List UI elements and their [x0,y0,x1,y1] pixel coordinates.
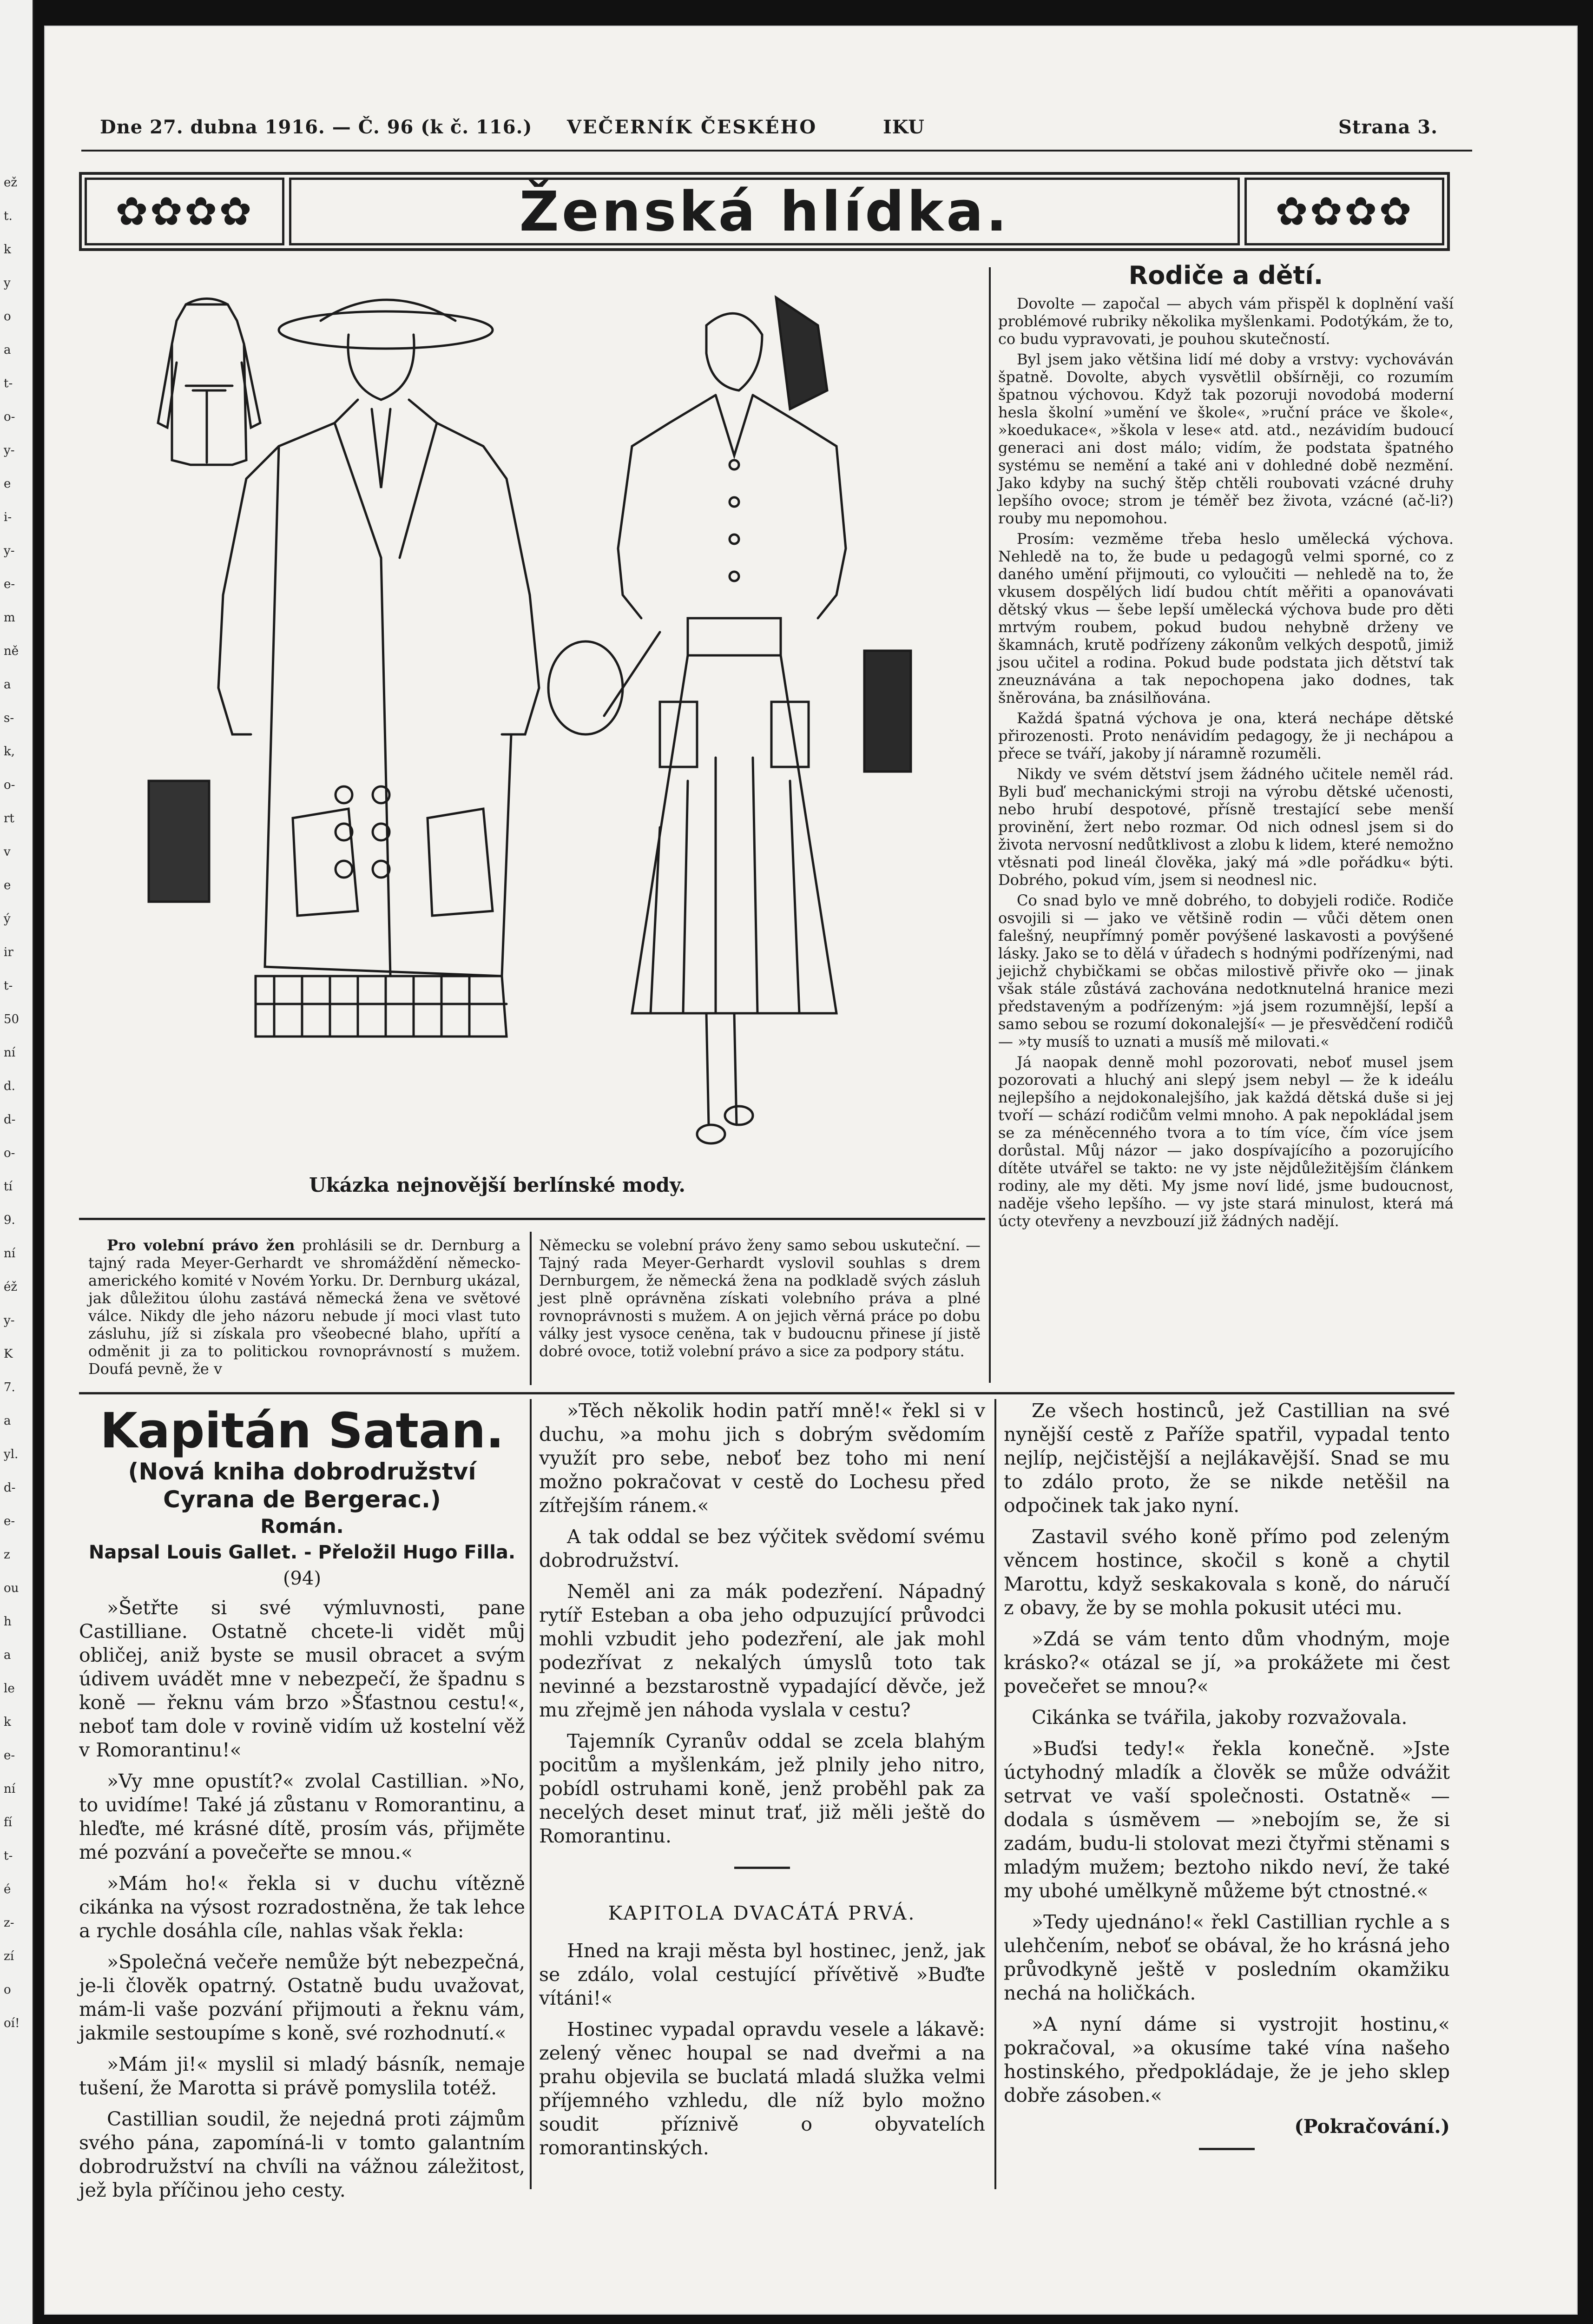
article-text: prohlásili se dr. Dernburg a tajný rada Meyer-Gerhardt ve shromáždění německo-amerického komité v Novém Yorku. Dr. Dernburg ukázal, jak důležitou úlohu zastává německá žena ve světové válce. Nikdy dle jeho názoru nebude jí moci vlast tuto zásluhu, jíž si získala pro všeobecné blaho, upřítí a odměnit ji za to politickou rovnoprávností s mužem. Doufá pevně, že v [88,1236,521,1378]
adjacent-page-fragment: t- [4,1849,13,1863]
banner-ornament-right [1244,178,1444,245]
column-divider [989,267,991,1383]
adjacent-page-fragment: d- [4,1113,16,1127]
adjacent-page-fragment: m [4,611,15,625]
adjacent-page-fragment: k, [4,745,15,759]
header-rule [81,150,1472,152]
section-rule [79,1218,985,1220]
paragraph: »Mám ji!« myslil si mladý básník, nemaje tušení, že Marotta si právě pomyslila totéž. [79,2053,525,2099]
adjacent-page-fragment: ně [4,644,19,658]
feuilleton-author: Napsal Louis Gallet. - Přeložil Hugo Filla. [88,1542,516,1563]
adjacent-page-fragment: s- [4,711,14,725]
paragraph: Neměl ani za mák podezření. Nápadný rytíř Esteban a oba jeho odpuzující průvodci mohli vzbudit jeho podezření, ale jak mohl podezřívat z nekalých úmyslů toto tak nevinné a bezstarostně vypadající děvče, jež mu zřejmě jen náhoda vyslala v cestu? [539,1580,985,1721]
adjacent-page-fragment: 9. [4,1213,15,1227]
adjacent-page-fragment: fí [4,1816,12,1829]
adjacent-page-fragment: h [4,1615,12,1629]
adjacent-page-fragment: ní [4,1247,16,1261]
adjacent-page-fragment: k [4,1715,11,1729]
adjacent-page-fragment: o- [4,1146,15,1160]
section-banner [79,172,1450,251]
paragraph: Tajemník Cyranův oddal se zcela blahým pocitům a myšlenkám, jež plnily jeho nitro, pobídl ostruhami koně, jenž proběhl pak za necelých deset minut trať, již měli ještě do Romorantinu. [539,1730,985,1847]
adjacent-page-fragment: a [4,1648,11,1662]
adjacent-page-fragment: e- [4,1514,15,1528]
adjacent-page-fragment: z- [4,1916,14,1930]
feuilleton-title: Kapitán Satan. [100,1402,504,1459]
paragraph: »Tedy ujednáno!« řekl Castillian rychle a s ulehčením, neboť se obával, že ho krásná jeho průvodkyně ještě v posledním okamžiku nechá na holičkách. [1004,1911,1450,2004]
adjacent-page-fragment: e [4,878,11,892]
adjacent-page-fragment: 50 [4,1012,20,1026]
section-separator [734,1867,790,1869]
article-volebni-left [88,1236,520,1380]
feuilleton-genre: Román. [260,1515,344,1538]
article-lead: Pro volební právo žen [107,1236,295,1254]
column-divider [530,1232,532,1385]
adjacent-page-fragment: ní [4,1046,16,1060]
fashion-illustration [139,270,920,1162]
section-title: Ženská hlídka. [519,179,1010,244]
paragraph: Byl jsem jako většina lidí mé doby a vrstvy: vychováván špatně. Dovolte, abych vysvětlil obšírněji, co rozumím špatnou výchovou. Když tak pozoruji novodobá moderní hesla školní »umění ve škole«, »ruční práce ve škole«, »koedukace«, »škola v lese« atd. atd., nezávidím budoucí generaci ani dost málo; vidím, že podstata špatného systému se nemění a také ani v dohledné době nezmění. Jako kdyby na suchý štěp chtěli roubovati vzácné druhy lepšího ovoce; strom je téměř bez života, vzácné (ač-li?) rouby mu nepomohou. [998,350,1454,527]
article-volebni-right [539,1236,981,1363]
adjacent-page-fragment: k [4,243,11,257]
paragraph: Nikdy ve svém dětství jsem žádného učitele neměl rád. Byli buď mechanickými stroji na výrobu dětské učenosti, nebo hrubí despotové, přísně trestající sebe menší provinění, žert nebo rozmar. Od nich odnesl jsem si do života nervosní nedůtklivost a zlobu k lidem, které nemožno vtěsnati pod lineál člověka, jaký má »dle pořádku« býti. Dobrého, pokud vím, jsem si neodnesl nic. [998,765,1454,889]
paragraph: A tak oddal se bez výčitek svědomí svému dobrodružství. [539,1525,985,1571]
adjacent-page-fragment: oí! [4,2016,20,2030]
adjacent-page-fragment: a [4,343,11,357]
adjacent-page-fragment: tí [4,1180,13,1194]
adjacent-page-fragment: yl. [4,1447,19,1461]
header-date: Dne 27. dubna 1916. — Č. 96 (k č. 116.) [100,116,533,138]
paragraph: »Společná večeře nemůže být nebezpečná, je-li člověk opatrný. Ostatně budu uvažovat, mám-li vaše pozvání přijmouti a řeknu vám, jakmile sestoupíme s koně, své rozhodnutí.« [79,1951,525,2044]
adjacent-page-fragment: t- [4,376,13,390]
feuilleton-number: (94) [283,1568,322,1589]
adjacent-page-strip [0,0,34,2324]
adjacent-page-fragment: o- [4,778,15,792]
paragraph: Dovolte — započal — abych vám přispěl k doplnění vaší problémové rubriky několika myšlenkami. Podotýkám, že to, co budu vypravovati, je pouhou skutečností. [998,295,1454,348]
feuilleton-column-3 [1004,1399,1450,2159]
adjacent-page-fragment: ní [4,1782,16,1796]
adjacent-page-fragment: y- [4,443,15,457]
adjacent-page-fragment: a [4,1414,11,1428]
flower-ornament-icon: ✿✿✿✿ [1275,189,1414,234]
header-paper-name: VEČERNÍK ČESKÉHO [567,116,817,138]
adjacent-page-fragment: t- [4,979,13,993]
adjacent-page-fragment: ý [4,912,11,926]
banner-ornament-left [85,178,284,245]
article-text: Německu se volební právo ženy samo sebou uskuteční. — Tajný rada Meyer-Gerhardt vyslovil souhlas s drem Dernburgem, že německá žena na podkladě svých zásluh jest plně oprávněna získati volebního práva a plné rovnoprávnosti s mužem. A on jejich věrná práce po dobu války jest vysoce ceněna, tak v budoucnu přinese jí jistě dobré ovoce, totiž volební právo a sice za podpory státu. [539,1236,981,1360]
adjacent-page-fragment: y [4,276,11,290]
paragraph: »Šetřte si své výmluvnosti, pane Castilliane. Ostatně chcete-li vidět můj obličej, aniž byste se musil obracet a svým údivem uvádět mne v nebezpečí, že špadnu s koně — řeknu vám brzo »Šťastnou cestu!«, neboť tam dole v rovině vidím už kostelní věž v Romorantinu!« [79,1597,525,1761]
feuilleton-column-2 [539,1399,985,2167]
column-divider [994,1399,996,2189]
adjacent-page-fragment: z [4,1548,10,1562]
paragraph: Zastavil svého koně přímo pod zeleným věncem hostince, skočil s koně a chytil Marottu, když seskakovala s koně, do náručí z obavy, že by se mohla pokusit utéci mu. [1004,1525,1450,1619]
adjacent-page-fragment: a [4,678,11,692]
adjacent-page-fragment: rt [4,812,14,825]
paragraph: »A nyní dáme si vystrojit hostinu,« pokračoval, »a okusíme také vína našeho hostinského, předpokládaje, že je jeho sklep dobře zásoben.« [1004,2013,1450,2106]
illustration-caption: Ukázka nejnovější berlínské mody. [309,1174,686,1196]
adjacent-page-fragment: v [4,845,11,859]
continued-note: (Pokračování.) [1294,2115,1450,2138]
paragraph: Já naopak denně mohl pozorovati, neboť musel jsem pozorovati a hluchý ani slepý jsem nebyl — že k ideálu nejlepšího a nejdokonalejšího, jak každá dětská duše si jej tvoří — schází rodičům velmi mnoho. A pak nepokládal jsem se za méněcenného tvora a to tím více, čím více jsem dorůstal. Můj názor — jako dospívajícího a pozorujícího dítěte utvářel se takto: ne vy jste nějdůležitějším článkem rodiny, ale my děti. My jsme noví lidé, jsme budoucnost, naděje všeho lepšího. — vy jste stará minulost, která má úcty otevřeny a nevzbouzí již žádných nadějí. [998,1053,1454,1230]
article-rodice [998,260,1454,1233]
paragraph: »Buďsi tedy!« řekla konečně. »Jste úctyhodný mladík a člověk se může odvážit setrvat ve vaší společnosti. Ostatně« — dodala s úsměvem — »nebojím se, že si zadám, budu-li stolovat mezi čtyřmi stěnami s mladým mužem; beztoho nikdo neví, že také my ubohé umělkyně můžeme být ctnostné.« [1004,1737,1450,1902]
adjacent-page-fragment: y- [4,544,15,558]
paragraph: »Vy mne opustít?« zvolal Castillian. »No, to uvidíme! Také já zůstanu v Romorantinu, a hleďte, mé krásné dítě, prosím vás, přijměte mé pozvání a povečeřte se mnou.« [79,1770,525,1863]
column-divider [530,1399,532,2189]
paragraph: Hned na kraji města byl hostinec, jenž, jak se zdálo, volal cestující přívětivě »Buďte vítáni!« [539,1940,985,2009]
adjacent-page-fragment: éž [4,1280,18,1294]
adjacent-page-fragment: o [4,310,11,324]
adjacent-page-fragment: zí [4,1949,14,1963]
section-rule [79,1392,1455,1394]
header-paper-name-tail: IKU [883,116,925,138]
flower-ornament-icon: ✿✿✿✿ [115,189,254,234]
adjacent-page-fragment: o [4,1983,11,1997]
adjacent-page-fragment: e [4,477,11,491]
paragraph: Co snad bylo ve mně dobrého, to dobyjeli rodiče. Rodiče osvojili si — jako ve většině rodin — vůči dětem onen falešný, neupřímný poměr povýšené laskavosti a povýšené lásky. Jako se to dělá v úřadech s hodnými podřízenými, nad jejichž chybičkami se občas milostivě přivře oko — jinak však stále zůstává zachována nedotknutelná hranice mezi představeným a podřízeným: »já jsem rozumnější, lepší a samo sebou se rozumí dokonalejší« — je přesvědčení rodičů — »ty musíš to uznati a musíš mě milovati.« [998,891,1454,1050]
banner-title-box [289,178,1240,245]
adjacent-page-fragment: 7. [4,1380,15,1394]
adjacent-page-fragment: le [4,1682,15,1696]
chapter-heading: KAPITOLA DVACÁTÁ PRVÁ. [608,1902,916,1924]
adjacent-page-fragment: o- [4,410,15,424]
adjacent-page-fragment: e- [4,1749,15,1763]
adjacent-page-fragment: ir [4,945,13,959]
paragraph: »Těch několik hodin patří mně!« řekl si v duchu, »a mohu jich s dobrým svědomím využít pro sebe, neboť bez toho mi není možno pokračovat v cestě do Lochesu před zítřejším ránem.« [539,1400,985,1517]
paragraph: Ze všech hostinců, jež Castillian na své nynější cestě z Paříže spatřil, vypadal tento nejlíp, nejčistější a nejlákavější. Snad se mu to zdálo proto, že se nikde netěšil na odpočinek tak jako nyní. [1004,1400,1450,1517]
section-separator [1199,2148,1255,2150]
paragraph: »Zdá se vám tento dům vhodným, moje krásko?« otázal se jí, »a prokážete mi čest povečeřet se mnou?« [1004,1628,1450,1697]
adjacent-page-fragment: d. [4,1079,15,1093]
paragraph: Cikánka se tvářila, jakoby rozvažovala. [1032,1706,1408,1729]
header-page-number: Strana 3. [1338,116,1438,138]
woman-in-dress [548,297,911,1143]
adjacent-page-fragment: i- [4,510,12,524]
adjacent-page-fragment: ou [4,1581,19,1595]
adjacent-page-fragment: é [4,1882,11,1896]
article-title: Rodiče a dětí. [1128,261,1323,290]
feuilleton-column-1 [79,1404,525,2210]
adjacent-page-fragment: K [4,1347,13,1361]
adjacent-page-fragment: t. [4,209,13,223]
paragraph: Každá špatná výchova je ona, která nechápe dětské přirozenosti. Proto nenávidím pedagogy, že ji nechápou a přece se tváří, jakoby jí náramně rozuměli. [998,709,1454,762]
adjacent-page-fragment: e- [4,577,15,591]
adjacent-page-fragment: y- [4,1314,15,1327]
paragraph: Castillian soudil, že nejedná proti zájmům svého pána, zapomíná-li v tomto galantním dobrodružství na chvíli na vážnou záležitost, jež byla příčinou jeho cesty. [79,2108,525,2201]
feuilleton-subtitle: (Nová kniha dobrodružství Cyrana de Bergerac.) [128,1458,476,1513]
coat-back-sketch [158,299,260,465]
paragraph: »Mám ho!« řekla si v duchu vítězně cikánka na výsost rozradostněna, že tak lehce a rychle dosáhla cíle, nahlas však řekla: [79,1872,525,1942]
adjacent-page-fragment: ež [4,176,18,190]
adjacent-page-fragment: d- [4,1481,16,1495]
paragraph: Hostinec vypadal opravdu vesele a lákavě: zelený věnec houpal se nad dveřmi a na prahu objevila se buclatá mladá služka velmi příjemného vzhledu, dle níž bylo možno soudit příznivě o obyvatelích romorantinských. [539,2018,985,2159]
paragraph: Prosím: vezměme třeba heslo umělecká výchova. Nehledě na to, že bude u pedagogů velmi sporné, co z daného umění přijmouti, co vyloučiti — nehledě na to, že vkusem dospělých lidí budou chtít měřiti a opanovávati dětský vkus — šebe lepší umělecká výchova bude pro děti mrtvým roubem, pokud budou nehybně drženy ve škamnách, krutě podřízeny zákonům velkých despotů, jimiž jsou učitel a rodina. Pokud bude podstata jich dětství tak zneuznávána a tak nepochopena jako dodnes, tak šněrována, ba znásilňována. [998,530,1454,706]
